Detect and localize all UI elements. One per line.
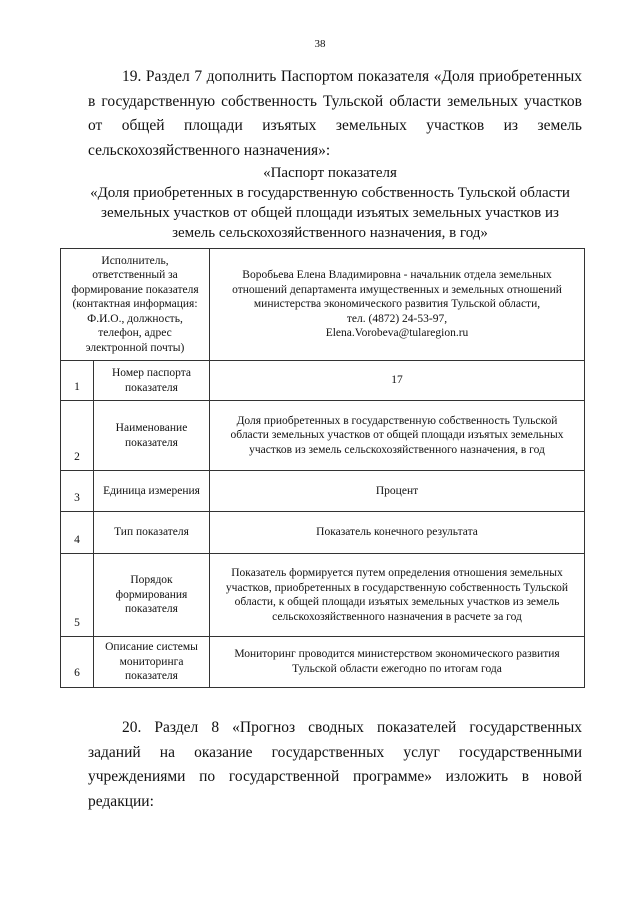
row-number: 2: [61, 401, 94, 471]
passport-title-line-3: земельных участков от общей площади изъятых земельных участков из: [101, 205, 559, 221]
table-row: [61, 361, 585, 401]
table-row: [61, 554, 585, 637]
row-number: 5: [61, 554, 94, 637]
row-value: Показатель конечного результата: [210, 512, 585, 554]
executor-value-line-3: Elena.Vorobeva@tularegion.ru: [325, 327, 469, 340]
passport-title-line-1: «Паспорт показателя: [263, 165, 397, 181]
passport-title-line-4: земель сельскохозяйственного назначения, в год»: [172, 225, 488, 241]
passport-title: [60, 163, 600, 243]
row-number: 1: [61, 361, 94, 401]
table-row: [61, 471, 585, 512]
row-number: 6: [61, 637, 94, 688]
passport-title-line-2: «Доля приобретенных в государственную собственность Тульской области: [90, 185, 570, 201]
row-number: 4: [61, 512, 94, 554]
table-row-executor: [61, 249, 585, 361]
executor-value-line-1: Воробьева Елена Владимировна - начальник отдела земельных отношений департамента имущественных и земельных отношений министерства экономического развития Тульской области,: [232, 269, 562, 311]
row-value: Мониторинг проводится министерством экономического развития Тульской области ежегодно по итогам года: [210, 637, 585, 688]
table-row: [61, 637, 585, 688]
executor-label: Исполнитель, ответственный за формирование показателя (контактная информация: Ф.И.О., должность, телефон, адрес электронной почты): [61, 249, 210, 361]
paragraph-20: [88, 716, 582, 814]
row-number: 3: [61, 471, 94, 512]
paragraph-19: [88, 65, 582, 163]
page-number: 38: [314, 38, 326, 50]
passport-table: [60, 248, 585, 688]
table-row: [61, 512, 585, 554]
row-label: Номер паспорта показателя: [94, 361, 210, 401]
row-value: Доля приобретенных в государственную собственность Тульской области земельных участков от общей площади изъятых земельных участков из земель сельскохозяйственного назначения, в год: [210, 401, 585, 471]
row-label: Порядок формирования показателя: [94, 554, 210, 637]
executor-value-line-2: тел. (4872) 24-53-97,: [346, 312, 448, 325]
row-label: Тип показателя: [94, 512, 210, 554]
row-label: Наименование показателя: [94, 401, 210, 471]
row-value: Процент: [210, 471, 585, 512]
row-value: 17: [210, 361, 585, 401]
row-value: Показатель формируется путем определения отношения земельных участков, приобретенных в государственную собственность Тульской области, к общей площади изъятых земельных участков из земель сельскохозяйственного назначения в расчете за год: [210, 554, 585, 637]
row-label: Единица измерения: [94, 471, 210, 512]
row-label: Описание системы мониторинга показателя: [94, 637, 210, 688]
paragraph-20-text: 20. Раздел 8 «Прогноз сводных показателей государственных заданий на оказание государственных услуг государственными учреждениями по государственной программе» изложить в новой редакции:: [88, 719, 582, 810]
executor-value: [210, 249, 585, 361]
table-row: [61, 401, 585, 471]
paragraph-19-text: 19. Раздел 7 дополнить Паспортом показателя «Доля приобретенных в государственную собственность Тульской области земельных участков от общей площади изъятых земельных участков из земель сельскохозяйственного назначения»:: [88, 68, 582, 159]
